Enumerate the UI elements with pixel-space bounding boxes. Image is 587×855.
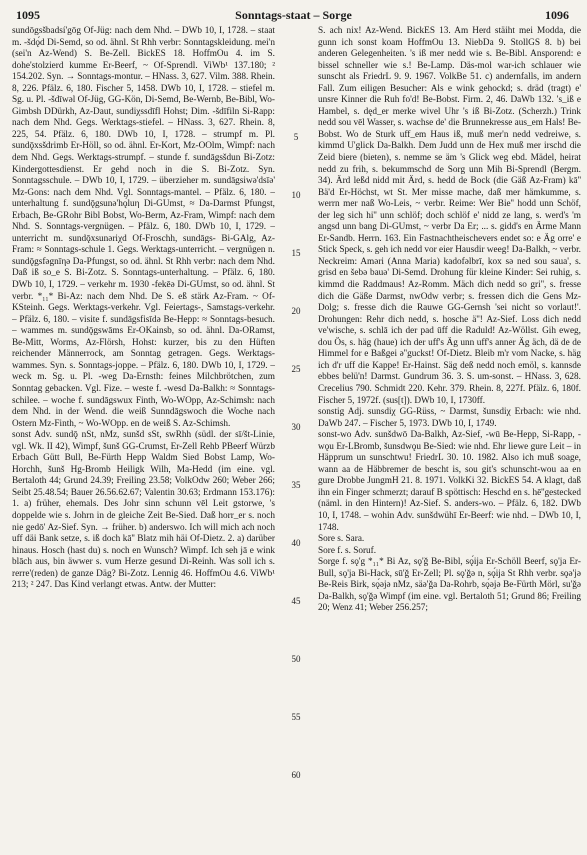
left-column bbox=[12, 26, 275, 846]
line-number: 50 bbox=[291, 654, 301, 664]
entry-paragraph: sonstig Adj. sunsdiχ GG-Rüss, ~ Darmst, šunsdiχ Erbach: wie nhd. DaWb 247. – Fischer 5, 1973. DWb 10, I, 1749. bbox=[318, 407, 581, 429]
entry-paragraph: Sore s. Sara. bbox=[318, 534, 365, 545]
running-head: Sonntags-staat – Sorge bbox=[235, 8, 352, 22]
line-number: 30 bbox=[291, 422, 301, 432]
entry-paragraph: Sorge f. sǫ'g *₁₁* Bi Az, sǫ'ǧ Be-Bibl, sǫ́ija Er-Schöll Beerf, sǫ'ja Er-Bull, sǫ'ja Bi-Hack, sū'ǧ Er-Zell; Pl. sǫ'ǧǝ n, sǫ́ija St Rhh verbr. sǫǝ'jǝ Be-Reis Birk, sǫ́ǝjǝ nMz, säǝ'ǧa Da-Rohrb, sǫ́ǝjǝ Be-Fürth Mörl, su'ǧǝ Da-Balkh, sǫ'ǧǝ Wimpf (im eine. vgl. Bertaloth 51; Grund 86; Freiling 20; Wenz 41; Weber 256.257; bbox=[318, 557, 581, 614]
line-number: 15 bbox=[291, 248, 301, 258]
right-column bbox=[318, 26, 581, 846]
line-number: 20 bbox=[291, 306, 301, 316]
line-number: 55 bbox=[291, 712, 301, 722]
entry-paragraph: sundōgsšbadsí'gōg Of-Jüg: nach dem Nhd. – DWb 10, I, 1728. – staat m. -šdǫ́d Di-Semd, so od. ähnl. St Rhh verbr: Sonntagskleidung. mei'n (sei'n Az-Wend) S. Be-Zell. BickES 18. HoffmOu 4. im S. dohe'stolzierd kumme Er-Beerf, ~ Of-Sprendl. ViWb¹ 137.180; ² 154.202. Syn. → Sonntags-montur. – HNass. 3, 627. Vilm. 388. Rhein. 8, 226. Pfälz. 6, 180. Fischer 5, 1458. DWb 10, I, 1728. – stiefel m. Sg. u. Pl. -šdīwǝl Of-Jüg, GG-Kön, Di-Semd, Be-Wernb, Be-Bibl, Wo-Gimbsh DDürkh, Az-Daut, sundiχssdīfl Hohst; Dim. -šdīfiln Si-Rapp: nach dem Nhd. Gegs. Werktags-stiefel. – HNass. 3, 627. Rhein. 8, 225, 54. Pfälz. 6, 180. DWb 10, I, 1728. – strumpf m. Pl. sundǭxsšdrimb Er-Höll, so od. ähnl. Er-Kort, Mz-OOlm, Wimpf: nach dem Nhd. Gegs. Werktags-strumpf. – stunde f. sundāgsšdun Bi-Zotz: Kindergottesdienst. Er gehd noch in die S. Bi-Zotz. Syn. Sonntagsschule. – DWb 10, I, 1729. – überzieher m. sundāgsiwǝ'dsīǝ' Mz-Gons: nach dem Nhd. Vgl. Sonntags-mantel. – Pfälz. 6, 180. – unterhaltung f. sundǭgsunǝ'hǫ́luη Di-GUmst, ≈ Da-Darmst Pfungst, Erbach, Be-GRohr Bibl Bobst, Wo-Berm, Az-Fram, Wimpf: nach dem Nhd. S. Sonntags-vergnügen. – Pfälz. 6, 180. DWb 10, I, 1729. – unterricht m. sundǭxsunǝriχd Of-Froschh, sundāgs- Bi-GAlg, Az-Fram: ≈ Sonntags-schule 1. Gegs. Werktags-unterricht. – vergnügen n. sundǭgsfǝgnīηǝ Da-Pfungst, so od. ähnl. St Rhh verbr: nach dem Nhd. Daß iß so_e S. Bi-Zotz. S. Sonntags-unterhaltung. – Pfälz. 6, 180. DWb 10, I, 1729. – verkehr m. 1930 -fekēǝ Di-GUmst, so od. ähnl. St verbr. *₁₁* Bi-Az: nach dem Nhd. De S. eß stärk Az-Fram. ~ Of-KSteinh. Gegs. Werktags-verkehr. Vgl. Feiertags-, Samstags-verkehr. – Pfälz. 6, 180. – visite f. sundāgsfisīdǝ Be-Hepp: ≈ Sonntags-besuch. – wammes m. sundǭgswāms Er-OKainsb, so od. ähnl. Da-ORamst, Be-Mitt, Worms, Az-Flörsh, Hohst: kurzer, bis zu den Hüften reichender Männerrock, am Sonntag getragen. Gegs. Werktags-wammes. Syn. s. Sonntags-joppe. – Pfälz. 6, 180. DWb 10, I, 1729. – weck m. Sg. u. Pl. -weg Da-Ernsth: feines Milchbrötchen, zum Sonntag gebacken. Vgl. Fize. – weste f. -wesd Da-Balkh: ≈ Sonntags-schilee. – woche f. sundāgswux Finth, Wo-WOpp, Az-Schimsh: nach dem Nhd. in der Wend. die weiß Sunndāgswoch die Woche nach Ostern Mz-Finth, ~ Wo-WOpp. en de weiß S. Az-Schimsh. bbox=[12, 26, 275, 429]
entry-paragraph: sonst-wo Adv. sunšdwō Da-Balkh, Az-Sief, -wū Be-Hepp, Si-Rapp, -wǫu Er-LBromb, šunsdwǫu Be-Sied: wie nhd. Ehr liewe gure Leit – in Häpprum un sunschtwu! FriedrL 30. 10. 1982. Also ich muß soage, wann aa de Häbbremer de bescht is, sou git's schunscht-wou aa en gure Drobbe JungmH 21. 8. 1971. VolkKi 32. BickES 54. A klagt, daß ihn ein Finger schmerzt; darauf B spöttisch: Heschd en s. hē''gestecked (näml. in den Hintern)! Az-Sief. S. anders-wo. – Pfälz. 6, 182. DWb 10, I, 1748. – wohin Adv. sunšdwühī Er-Beerf: wie nhd. – DWb 10, I, 1748. bbox=[318, 430, 581, 533]
line-number-gutter bbox=[276, 26, 316, 846]
entry-paragraph: Sore f. s. Soruf. bbox=[318, 545, 377, 556]
line-number: 5 bbox=[293, 132, 299, 142]
line-number: 10 bbox=[291, 190, 301, 200]
entry-paragraph: sonst Adv. sundǭ nSt, nMz, sunšd sSt, swRhh (südl. der sī/št-Linie, vgl. Wk. II 42), Wimpf, šunš GG-Crumst, Er-Zell Rehb PBeerf Würzb Erbach Gütt Bull, Be-Fürth Hepp Waldm Sied Bobst Lamp, Wo-Horchh, šunš Hg-Bromb Heiligk Wilh, Ma-Hedd (im eine. vgl. Bertaloth 44; Grund 24.39; Freiling 23.58; VolkOdw 260; Weber 266; Seibt 25.48.54; Bauer 26.56.62.67; Valentin 30.63; Erdmann 153.176): 1. a) früher, ehemals. Des Johr sinn schunn vēl Leit gstorwe, 's doppelde wie s. Johrn in de gleiche Zeit Be-Sied. Daß horr_er s. noch nie gedō' Az-Sief. Syn. → früher. b) anderswo. Ich will mich ach noch uff däi Bank setze, s. iß doch kā'' Blatz mih häi Of-Dietz. 2. a) darüber hinaus. Hosch (hast du) s. noch en Wunsch? Wimpf. Ich seh jā e wink blāch aus, bin äwwer s. vum Herze gesund Di-Reinh. Was soll ich s. rerre'(reden) de ganze Däg? Bi-Zotz. Lennig 46. HoffmOu 4.6. ViWb¹ 213; ² 247. Das Kind verlangt etwas. Antw. der Mutter: bbox=[12, 430, 275, 591]
entry-paragraph: S. ach nix! Az-Wend. BickES 13. Am Herd stäiht mei Modda, die gunn ich sonst koam HoffmOu 13. NiebDa 9. StollGS 8. b) bei anderen Gelegenheiten. 's iß mer nedd wie s. Be-Bibl. Ansporend: e bissel schneller wie s.! Be-Lamp. Däs-mol war-ich schlauer wie sunscht als FriedrL 9. 9. 1967. VolkBe 51. c) andernfalls, im andern Fall. Zum eiligen Besucher: Als e wink gehockd; s. dräd (tragt) e' unsre Kinner die Ruh fo'd! Be-Bobst. Firm. 2, 46. DaWb 132. 's_iß e Hambel, s. dęd_er merke wivel Uhr 's iß Bi-Zotz. (Scherzh.) Trink nedd sou vēl Wasser, s. wachse de' die Brunnekresse aus_em Hals! Be-Bobst. Wo de Sturk uff_em Haus iß, muß mer'n nedd vedreiwe, s. kimmd U'glick Da-Balkh. Dem Judd unn de Hex muß mer irschd die Zeid biere (bieten), s. nemme se äm 's Glick weg ebd. Mädel, heirat nedd zu frih, s. bekummschd de Sorg unn Mih Bi-Sprendl (Bergm. 34). Ärd leßd nidd mit Ärd, s. hedd de Bock (die Gäß Az-Fram) kā'' Bä'd Er-Höchst, wt St. Mer misse mache, daß mer hämkumme, s. werrn mer naß Wo-Leis, ~ verbr. Reime: Wer Bie'' hodd unn Schöf, der leg sich hi'' unn schlöf; doch schlöf e' nidd ze lang, s. werd's 'm angsd unn bang Di-GUmst, ~ verbr Da Er; ... s. gidd's en Ärme Mann Er-Sandb. Herrn. 163. Ein Fastnachtheischevers endet so: e Äg orre' e Stick Speck, s. geh ich nedd vor eier Hausdir weeg! Da-Balkh, ~ verbr. Neckreim: Amǝri (Anna Maria) kadofǝlbrī, kox sǝ ned sou saua', s. grisd en šebǝ bauǝ' Di-Semd. Drohung für kleine Kinder: Sei ruhig, s. kimmd die Raddmaus! Az-Romm. Mäch dich nedd so gri'', s. fresse dich die Gäße Darmst, nwOdw verbr; s. fressen dich die Gens Mz-Dolg; s. fresse dich die Rauwe GG-Gernsh 'sei nicht so vorlaut!'. Drohungen: Rehr dich nedd, s. hosche ä''! Az-Sief. Loss dich nedd ve'wische, s. schlā ich der pad ūff die Raduld! Az-Wöllst. Gih eweg, dou Ös, s. häg (haue) ich der uff's Äg unn uff's anner Äg äch, dä de de Himmel for e Baßgei ǝ''guckst! Of-Dietz. Bleib m'r vom Nacke, s. häg ich d'r uff die Kappe! Er-Hainst. Säg deß nedd noch emöl, s. kannsde ebbes belü'n! Darmst. Gundrum 36. 3. S. um-sonst. – HNass. 3, 628. Crecelius 790. Schmidt 220. Kehr. 379. Rhein. 8, 227f. Pfälz. 6, 180f. Fischer 5, 1972f. (sus[t]). DWb 10, I, 1730ff. bbox=[318, 26, 581, 406]
line-number: 60 bbox=[291, 770, 301, 780]
page-number-right: 1096 bbox=[545, 8, 569, 22]
line-number: 40 bbox=[291, 538, 301, 548]
page-number-left: 1095 bbox=[16, 8, 40, 22]
page-header bbox=[0, 0, 587, 26]
line-number: 35 bbox=[291, 480, 301, 490]
line-number: 25 bbox=[291, 364, 301, 374]
line-number: 45 bbox=[291, 596, 301, 606]
